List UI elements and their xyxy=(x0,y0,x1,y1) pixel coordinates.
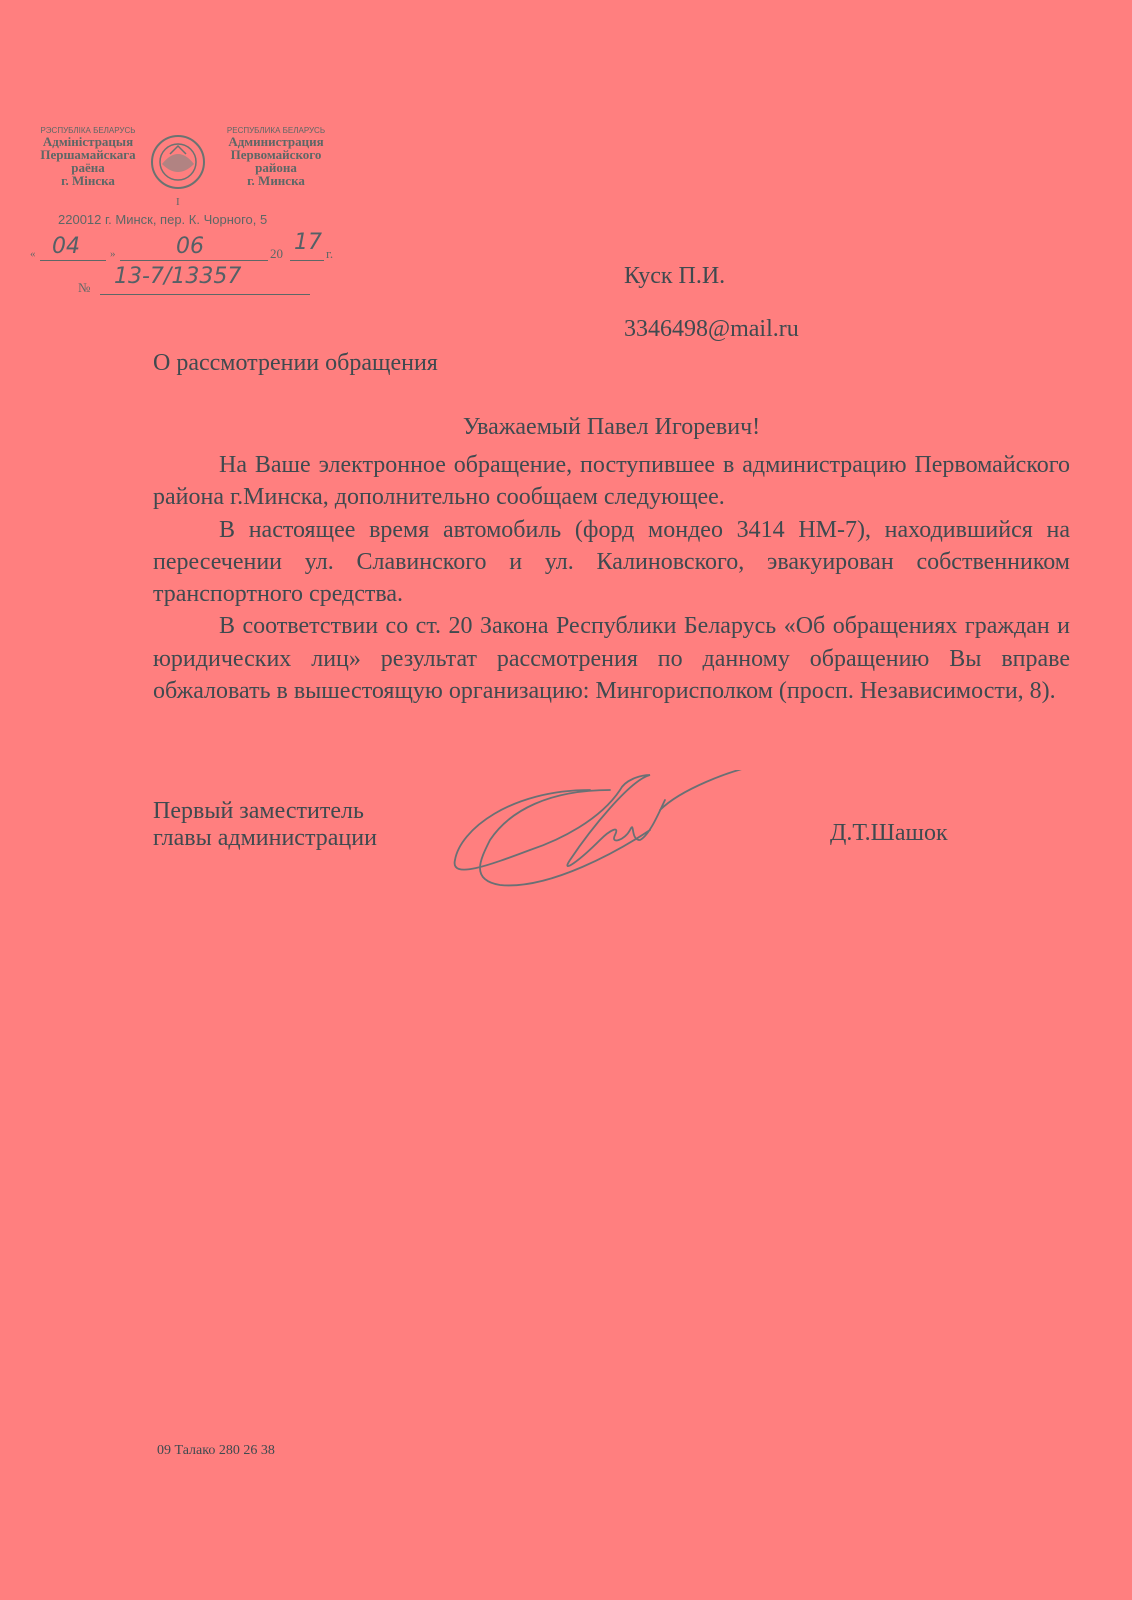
stamp-address: 220012 г. Минск, пер. К. Чорного, 5 xyxy=(58,212,268,227)
signatory-name: Д.Т.Шашок xyxy=(830,820,948,846)
stamp-right-country: РЕСПУБЛИКА БЕЛАРУСЬ xyxy=(226,126,326,135)
stamp-right-org-line: Администрация xyxy=(228,134,324,149)
body-paragraph: На Ваше электронное обращение, поступившее в администрацию Первомайского района г.Минска, дополнительно сообщаем следующее. xyxy=(153,452,1070,511)
number-value: 13-7/13357 xyxy=(114,264,242,289)
date-year-suffix: 17 xyxy=(294,230,322,255)
recipient-block xyxy=(624,262,799,343)
stamp-number-row xyxy=(78,264,318,300)
letter-greeting: Уважаемый Павел Игоревич! xyxy=(462,414,761,440)
date-year-line xyxy=(290,260,324,261)
stamp-left-org-line: Першамайскага xyxy=(40,147,136,162)
stamp-left-country: РЭСПУБЛІКА БЕЛАРУСЬ xyxy=(40,126,136,135)
recipient-name: Куск П.И. xyxy=(624,263,726,289)
date-quote-close: » xyxy=(110,248,116,260)
stamp-left-org-line: раёна xyxy=(71,160,105,175)
body-paragraph: В соответствии со ст. 20 Закона Республики Беларусь «Об обращениях граждан и юридических лиц» результат рассмотрения по данному обращению Вы вправе обжаловать в вышестоящую организацию: Мингорисполком (просп. Независимости, 8). xyxy=(153,613,1070,705)
date-day-line xyxy=(40,260,106,261)
letter-subject: О рассмотрении обращения xyxy=(153,350,438,376)
date-quote-open: « xyxy=(30,248,36,260)
date-year-g: г. xyxy=(326,246,334,261)
letter-body xyxy=(153,449,1070,707)
date-month-value: 06 xyxy=(176,234,204,259)
stamp-right-org-line: г. Минска xyxy=(247,173,305,188)
number-label: № xyxy=(78,280,91,295)
stamp-left-column xyxy=(28,126,148,187)
body-paragraph: В настоящее время автомобиль (форд мондео 3414 НМ-7), находившийся на пересечении ул. Славинского и ул. Калиновского, эвакуирован собственником транспортного средства. xyxy=(153,516,1070,608)
stamp-left-org-line: Адміністрацыя xyxy=(42,134,134,149)
number-line xyxy=(100,294,310,295)
stamp-right-org-line: Первомайского xyxy=(230,147,322,162)
position-line: главы администрации xyxy=(153,825,377,851)
stamp-date-row xyxy=(28,230,348,264)
registration-stamp xyxy=(28,126,348,306)
stamp-left-org-line: г. Мінска xyxy=(61,173,115,188)
recipient-email: 3346498@mail.ru xyxy=(624,316,799,342)
position-line: Первый заместитель xyxy=(153,798,364,824)
coat-of-arms-icon xyxy=(148,132,208,192)
date-month-line xyxy=(120,260,268,261)
signatory-position xyxy=(153,798,377,852)
handwritten-signature xyxy=(450,770,780,890)
date-day-value: 04 xyxy=(52,234,80,259)
stamp-right-org-line: района xyxy=(255,160,297,175)
emblem-mark: I xyxy=(176,196,180,208)
executor-note: 09 Талако 280 26 38 xyxy=(157,1443,275,1458)
date-year-prefix: 20 xyxy=(270,246,283,261)
stamp-right-column xyxy=(216,126,336,187)
